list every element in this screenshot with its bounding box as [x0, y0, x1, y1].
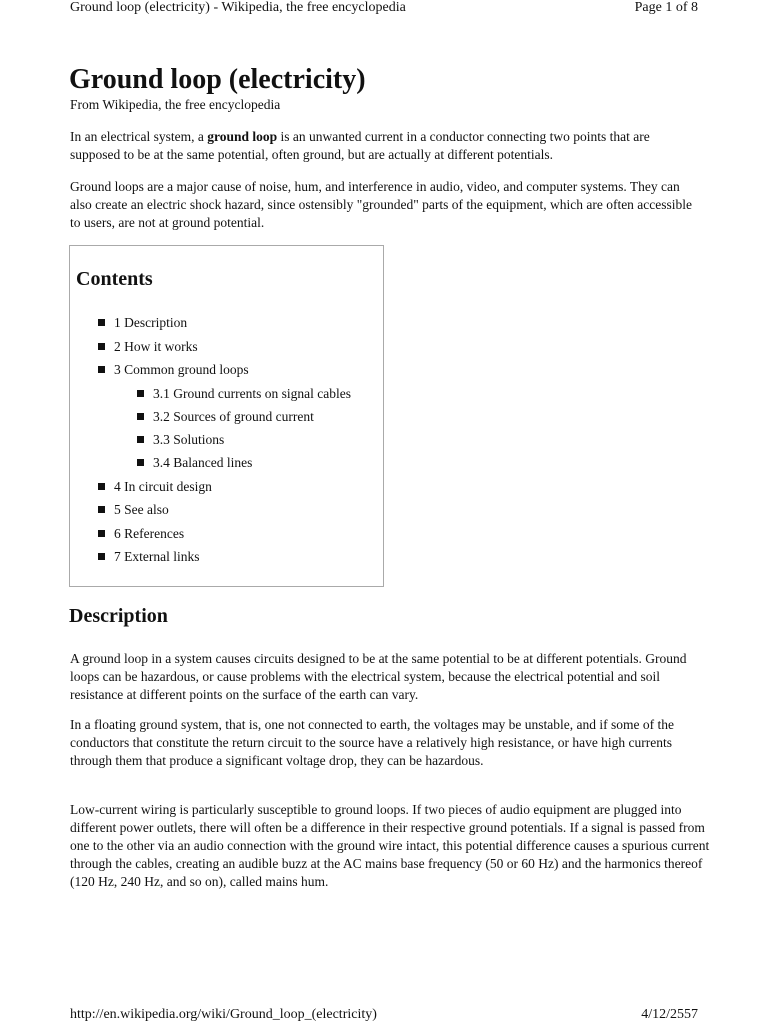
toc-item-references[interactable] [98, 526, 184, 542]
page-subtitle: From Wikipedia, the free encyclopedia [70, 97, 281, 112]
toc-item-label: 1 Description [114, 315, 188, 330]
print-footer-date: 4/12/2557 [641, 1007, 698, 1022]
bullet-icon [98, 483, 105, 490]
description-paragraph-2: In a floating ground system, that is, one not connected to earth, the voltages may be unstable, and if some of the conductors that constitute the return circuit to the source have a relatively high resistance, or have high currents through them that produce a significant voltage drop, they can be hazardous. [70, 717, 674, 768]
page-title: Ground loop (electricity) [69, 64, 366, 95]
bullet-icon [98, 343, 105, 350]
toc-item-label: 7 External links [114, 549, 200, 564]
toc-item-label: 2 How it works [114, 339, 198, 354]
intro-bold-term: ground loop [207, 129, 278, 144]
intro-paragraph-1 [70, 128, 700, 164]
toc-title: Contents [76, 268, 153, 290]
print-header-title: Ground loop (electricity) - Wikipedia, the free encyclopedia [70, 0, 406, 15]
bullet-icon [98, 530, 105, 537]
toc-item-label: 3.4 Balanced lines [153, 455, 253, 470]
description-paragraph-3: Low-current wiring is particularly susceptible to ground loops. If two pieces of audio equipment are plugged into different power outlets, there will often be a difference in their respective ground potentials. If a signal is passed from one to the other via an audio connection with the ground wire intact, this potential difference causes a spurious current through the cables, creating an audible buzz at the AC mains base frequency (50 or 60 Hz) and the harmonics thereof (120 Hz, 240 Hz, and so on), called mains hum. [70, 802, 710, 889]
bullet-icon [98, 553, 105, 560]
toc-item-label: 4 In circuit design [114, 479, 212, 494]
bullet-icon [137, 436, 144, 443]
toc-item-balanced-lines[interactable] [137, 455, 252, 471]
toc-item-in-circuit-design[interactable] [98, 479, 212, 495]
toc-item-label: 3.2 Sources of ground current [153, 409, 314, 424]
toc-item-label: 3.3 Solutions [153, 432, 225, 447]
toc-item-sources-of-ground-current[interactable] [137, 409, 314, 425]
bullet-icon [137, 459, 144, 466]
toc-item-label: 5 See also [114, 502, 169, 517]
bullet-icon [98, 506, 105, 513]
toc-item-label: 3 Common ground loops [114, 362, 249, 377]
toc-item-label: 6 References [114, 526, 185, 541]
toc-item-external-links[interactable] [98, 549, 199, 565]
section-heading-description: Description [69, 605, 168, 627]
intro-text-after: is an unwanted current in a conductor connecting two points that are supposed to be at the same potential, often ground, but are actually at different potentials. [70, 129, 650, 162]
bullet-icon [137, 390, 144, 397]
bullet-icon [98, 366, 105, 373]
toc-item-how-it-works[interactable] [98, 339, 198, 355]
bullet-icon [137, 413, 144, 420]
toc-item-description[interactable] [98, 315, 187, 331]
print-footer-url: http://en.wikipedia.org/wiki/Ground_loop_(electricity) [70, 1007, 377, 1022]
toc-item-see-also[interactable] [98, 502, 169, 518]
description-paragraph-1: A ground loop in a system causes circuits designed to be at the same potential to be at different potentials. Ground loops can be hazardous, or cause problems with the electrical system, because the electrical potential and soil resistance at different points on the surface of the earth can vary. [70, 651, 687, 702]
table-of-contents [69, 245, 384, 587]
toc-item-common-ground-loops[interactable] [98, 362, 249, 378]
toc-item-label: 3.1 Ground currents on signal cables [153, 386, 351, 401]
toc-item-solutions[interactable] [137, 432, 224, 448]
print-header-page-number: Page 1 of 8 [634, 0, 698, 15]
toc-item-ground-currents[interactable] [137, 386, 351, 402]
intro-paragraph-2: Ground loops are a major cause of noise, hum, and interference in audio, video, and computer systems. They can also create an electric shock hazard, since ostensibly "grounded" parts of the equipment, which are often accessible to users, are not at ground potential. [70, 179, 693, 230]
bullet-icon [98, 319, 105, 326]
intro-text-before: In an electrical system, a [70, 129, 208, 144]
